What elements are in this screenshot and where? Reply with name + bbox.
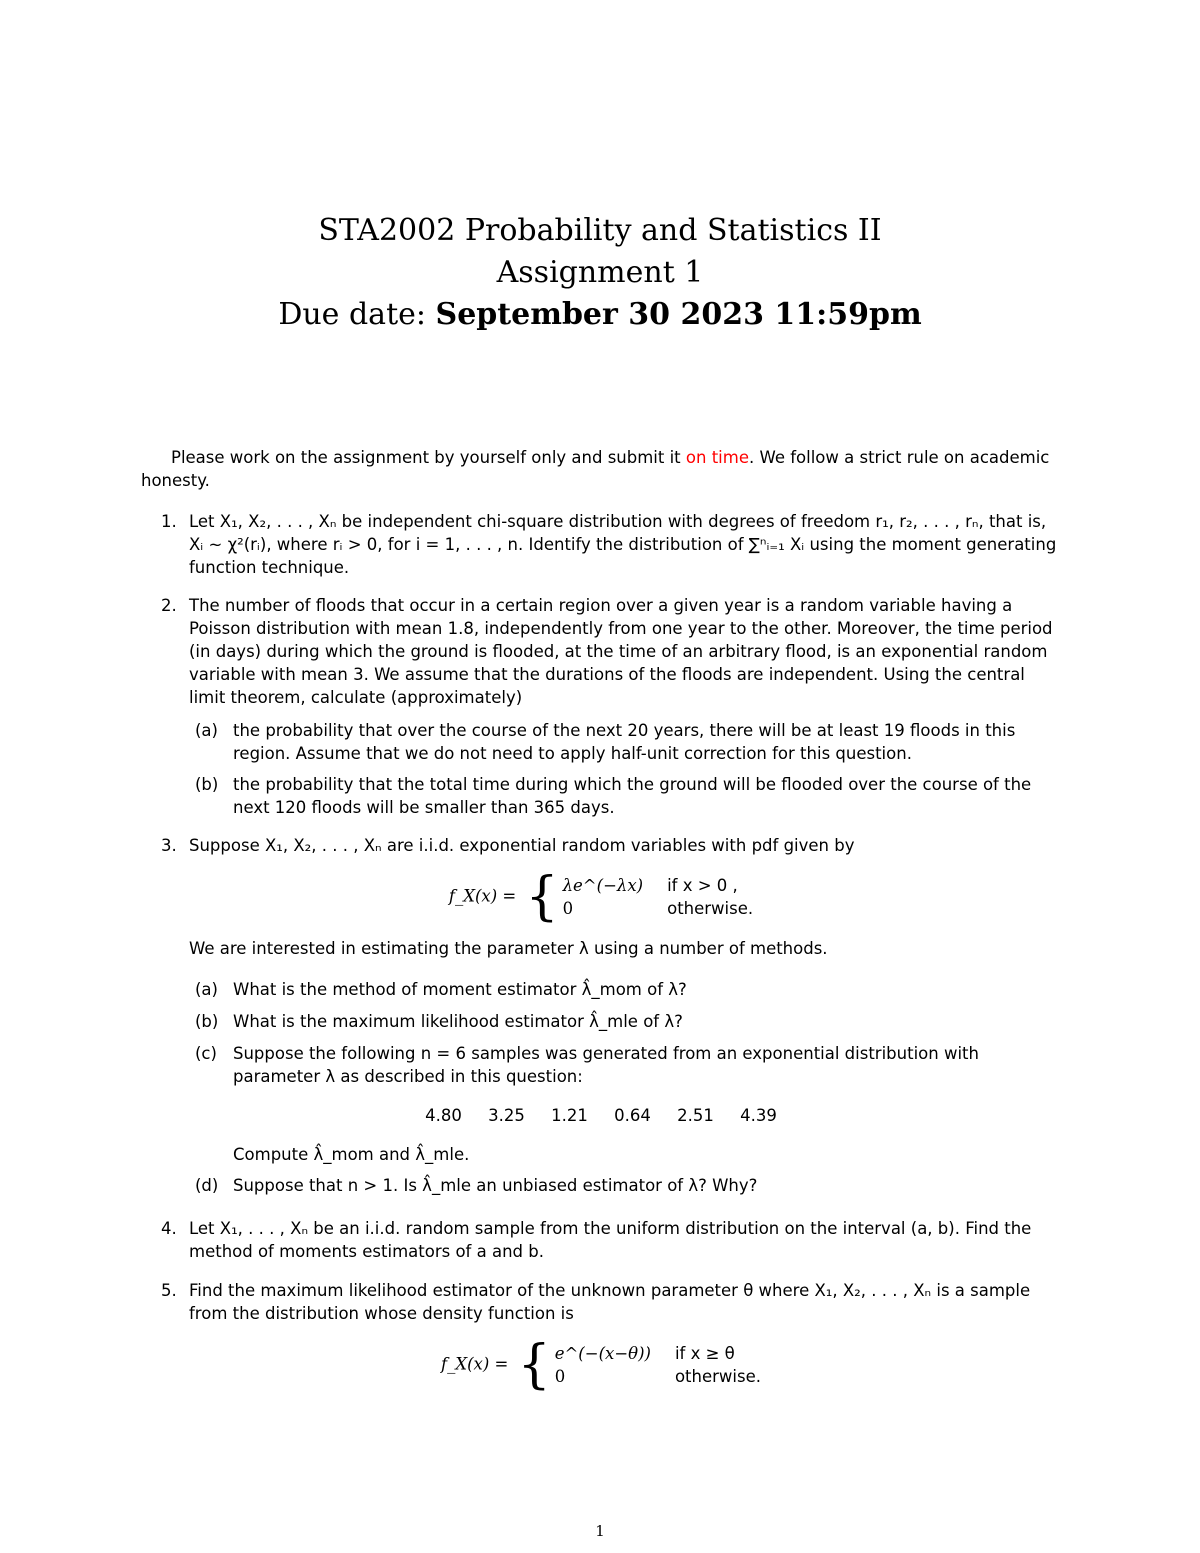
left-brace-icon: {: [517, 1335, 551, 1395]
question-3d-label: (d): [195, 1176, 219, 1195]
question-3-case1-cond: if x > 0 ,: [667, 876, 738, 895]
question-3d: [141, 1174, 1061, 1197]
question-3: [141, 834, 1061, 857]
question-3a: [141, 978, 1061, 1001]
assignment-title: Assignment 1: [496, 255, 704, 290]
question-3c: [141, 1042, 1061, 1088]
question-2-text: The number of floods that occur in a certain region over a given year is a random variable having a Poisson distribution with mean 1.8, independently from one year to the other. Moreover, the time period (in days) during which the ground is flooded, at the time of an arbitrary flood, is an exponential random variable with mean 3. We assume that the durations of the floods are independent. Using the central limit theorem, calculate (approximately): [189, 596, 1053, 707]
question-3-text: Suppose X₁, X₂, . . . , Xₙ are i.i.d. exponential random variables with pdf given by: [189, 836, 855, 855]
due-date-value: September 30 2023 11:59pm: [435, 297, 922, 332]
question-3-case-rows: [563, 874, 754, 920]
question-3b-label: (b): [195, 1012, 219, 1031]
question-5-pdf-lhs: f_X(x) =: [441, 1354, 509, 1374]
question-3-pdf: [141, 867, 1061, 927]
intro-after: . We follow a strict rule on academic honesty.: [141, 448, 1050, 490]
question-3-interest: [141, 937, 1061, 960]
question-3-number: 3.: [161, 836, 177, 855]
question-3b: [141, 1010, 1061, 1033]
question-3c-label: (c): [195, 1044, 217, 1063]
due-date-prefix: Due date:: [278, 297, 436, 332]
question-3-pdf-lhs: f_X(x) =: [448, 886, 517, 906]
question-3b-text: What is the maximum likelihood estimator λ̂_mle of λ?: [233, 1012, 683, 1031]
question-5-case-rows: [555, 1342, 761, 1388]
question-3-interest-text: We are interested in estimating the parameter λ using a number of methods.: [189, 939, 828, 958]
question-2b-text: the probability that the total time during which the ground will be flooded over the course of the next 120 floods will be smaller than 365 days.: [233, 775, 1032, 817]
question-3c-text: Suppose the following n = 6 samples was generated from an exponential distribution with parameter λ as described in this question:: [233, 1044, 979, 1086]
sample-value: 4.80: [425, 1106, 462, 1125]
sample-value: 0.64: [614, 1106, 651, 1125]
page-number: 1: [595, 1522, 605, 1540]
question-2a-text: the probability that over the course of the next 20 years, there will be at least 19 floods in this region. Assume that we do not need to apply half-unit correction for this question.: [233, 721, 1016, 763]
question-2b-label: (b): [195, 775, 219, 794]
question-3-case2-cond: otherwise.: [667, 899, 754, 918]
question-5-pdf: [141, 1335, 1061, 1395]
assignment-body: [141, 446, 1061, 1395]
course-title: STA2002 Probability and Statistics II: [318, 213, 882, 248]
due-date-line: [0, 294, 1200, 336]
intro-on-time: on time: [685, 448, 749, 467]
question-5: [141, 1279, 1061, 1325]
question-4-number: 4.: [161, 1219, 177, 1238]
question-5-cases: [514, 1335, 761, 1395]
question-3c-compute-text: Compute λ̂_mom and λ̂_mle.: [233, 1145, 470, 1164]
question-3d-text: Suppose that n > 1. Is λ̂_mle an unbiased estimator of λ? Why?: [233, 1176, 758, 1195]
title-block: [0, 210, 1200, 336]
sample-value: 2.51: [677, 1106, 714, 1125]
question-3-case2-expr: 0: [562, 899, 574, 918]
question-3-case1-expr: λe^(−λx): [562, 876, 644, 895]
sample-values: [141, 1104, 1061, 1127]
question-5-case1-cond: if x ≥ θ: [674, 1344, 735, 1363]
question-5-case1-expr: e^(−(x−θ)): [554, 1344, 651, 1363]
question-1: [141, 510, 1061, 579]
intro-before: Please work on the assignment by yourself only and submit it: [171, 448, 686, 467]
sample-value: 3.25: [488, 1106, 525, 1125]
question-1-text: Let X₁, X₂, . . . , Xₙ be independent chi-square distribution with degrees of freedom r₁, r₂, . . . , rₙ, that is, Xᵢ ∼ χ²(rᵢ), where rᵢ > 0, for i = 1, . . . , n. Identify the distribution of ∑ⁿᵢ₌₁ Xᵢ using the moment generating function technique.: [189, 512, 1057, 577]
question-3c-compute: [141, 1143, 1061, 1166]
question-2-number: 2.: [161, 596, 177, 615]
question-3a-label: (a): [195, 980, 218, 999]
question-5-case2-expr: 0: [554, 1367, 566, 1386]
question-5-number: 5.: [161, 1281, 177, 1300]
left-brace-icon: {: [525, 867, 559, 927]
question-4-text: Let X₁, . . . , Xₙ be an i.i.d. random sample from the uniform distribution on the interval (a, b). Find the method of moments estimators of a and b.: [189, 1219, 1032, 1261]
sample-value: 1.21: [551, 1106, 588, 1125]
question-3-cases: [521, 867, 754, 927]
question-1-number: 1.: [161, 512, 177, 531]
question-5-case2-cond: otherwise.: [674, 1367, 761, 1386]
question-2: [141, 594, 1061, 709]
sample-value: 4.39: [740, 1106, 777, 1125]
question-2b: [141, 773, 1061, 819]
question-5-text: Find the maximum likelihood estimator of the unknown parameter θ where X₁, X₂, . . . , Xₙ is a sample from the distribution whose density function is: [189, 1281, 1031, 1323]
intro-paragraph: [141, 446, 1061, 492]
question-2a: [141, 719, 1061, 765]
question-2a-label: (a): [195, 721, 218, 740]
question-3a-text: What is the method of moment estimator λ̂_mom of λ?: [233, 980, 687, 999]
question-4: [141, 1217, 1061, 1263]
